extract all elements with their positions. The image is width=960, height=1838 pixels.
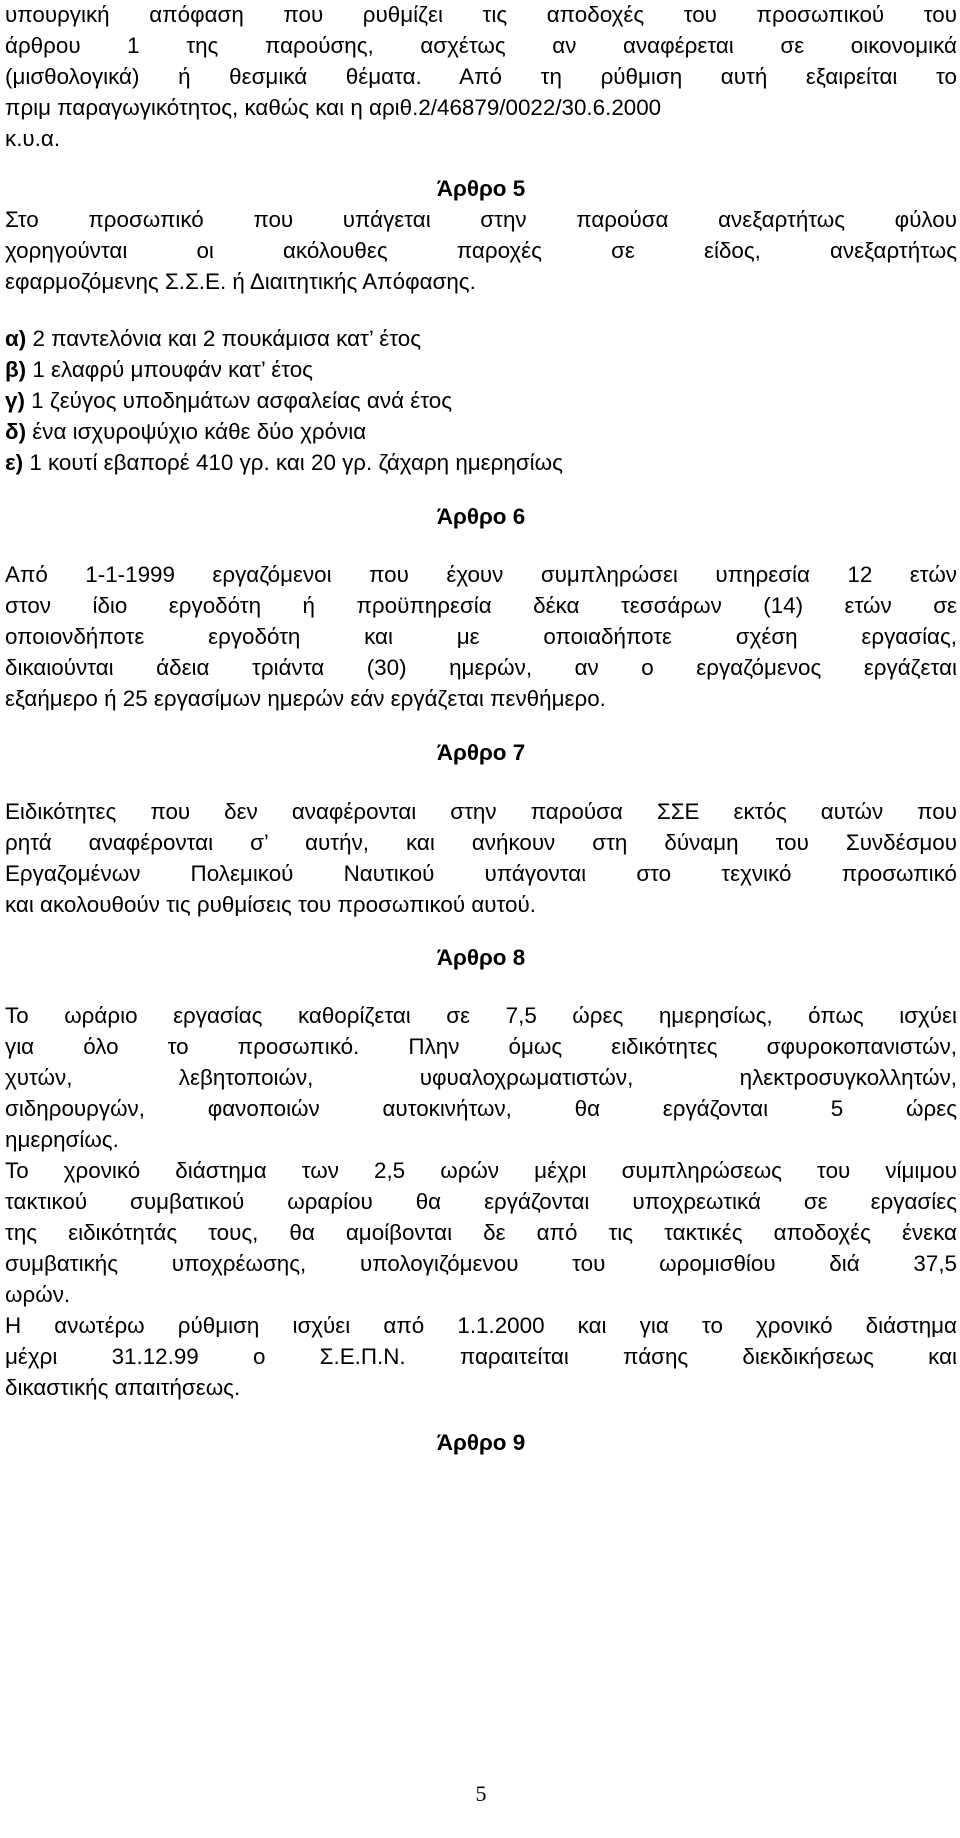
- article-7-line-2: ρητά αναφέρονται σ’ αυτήν, και ανήκουν στη δύναμη του Συνδέσμου: [5, 830, 957, 855]
- article-8-line-5: ημερησίως.: [5, 1127, 119, 1152]
- list-item-text: 1 ελαφρύ μπουφάν κατ’ έτος: [26, 357, 313, 382]
- article-8-line-10: ωρών.: [5, 1282, 71, 1307]
- article-7-heading: Άρθρο 7: [436, 740, 526, 765]
- article-7-line-3: Εργαζομένων Πολεμικού Ναυτικού υπάγονται στο τεχνικό προσωπικό: [5, 861, 957, 886]
- article-5-line-2: χορηγούνται οι ακόλουθες παροχές σε είδος, ανεξαρτήτως: [5, 238, 957, 263]
- article-8-line-9: συμβατικής υποχρέωσης, υπολογιζόμενου του ωρομισθίου διά 37,5: [5, 1251, 957, 1276]
- article-6-line-5: εξαήμερο ή 25 εργασίμων ημερών εάν εργάζεται πενθήμερο.: [5, 686, 606, 711]
- list-item-text: 2 παντελόνια και 2 πουκάμισα κατ’ έτος: [26, 326, 421, 351]
- intro-line-5: κ.υ.α.: [5, 126, 61, 151]
- list-item: [5, 324, 421, 354]
- article-6-line-4: δικαιούνται άδεια τριάντα (30) ημερών, αν ο εργαζόμενος εργάζεται: [5, 655, 957, 680]
- article-5-heading: Άρθρο 5: [436, 176, 526, 201]
- article-8-line-4: σιδηρουργών, φανοποιών αυτοκινήτων, θα εργάζονται 5 ώρες: [5, 1096, 957, 1121]
- list-item-text: ένα ισχυροψύχιο κάθε δύο χρόνια: [26, 419, 367, 444]
- intro-line-1: υπουργική απόφαση που ρυθμίζει τις αποδοχές του προσωπικού του: [5, 2, 957, 27]
- article-8-line-8: της ειδικότητάς τους, θα αμοίβονται δε από τις τακτικές αποδοχές ένεκα: [5, 1220, 957, 1245]
- article-8-heading: Άρθρο 8: [436, 945, 526, 970]
- article-8-line-11: Η ανωτέρω ρύθμιση ισχύει από 1.1.2000 και για το χρονικό διάστημα: [5, 1313, 957, 1338]
- list-item-label: α): [5, 326, 27, 351]
- article-6-heading: Άρθρο 6: [436, 504, 526, 529]
- intro-line-3: (μισθολογικά) ή θεσμικά θέματα. Από τη ρύθμιση αυτή εξαιρείται το: [5, 64, 957, 89]
- article-8-line-13: δικαστικής απαιτήσεως.: [5, 1375, 241, 1400]
- article-8-line-3: χυτών, λεβητοποιών, υφυαλοχρωματιστών, ηλεκτροσυγκολλητών,: [5, 1065, 957, 1090]
- list-item-label: ε): [5, 450, 24, 475]
- list-item-label: γ): [5, 388, 25, 413]
- intro-line-2: άρθρου 1 της παρούσης, ασχέτως αν αναφέρεται σε οικονομικά: [5, 33, 957, 58]
- list-item-label: δ): [5, 419, 27, 444]
- list-item-text: 1 ζεύγος υποδημάτων ασφαλείας ανά έτος: [24, 388, 452, 413]
- article-8-line-2: για όλο το προσωπικό. Πλην όμως ειδικότητες σφυροκοπανιστών,: [5, 1034, 957, 1059]
- page-number: 5: [475, 1781, 487, 1806]
- article-8-line-6: Το χρονικό διάστημα των 2,5 ωρών μέχρι συμπληρώσεως του νίμιμου: [5, 1158, 957, 1183]
- article-8-line-12: μέχρι 31.12.99 ο Σ.Ε.Π.Ν. παραιτείται πάσης διεκδικήσεως και: [5, 1344, 957, 1369]
- article-7-line-1: Ειδικότητες που δεν αναφέρονται στην παρούσα ΣΣΕ εκτός αυτών που: [5, 799, 957, 824]
- list-item: [5, 448, 563, 478]
- list-item: [5, 355, 313, 385]
- article-6-line-1: Από 1-1-1999 εργαζόμενοι που έχουν συμπληρώσει υπηρεσία 12 ετών: [5, 562, 957, 587]
- article-5-line-1: Στο προσωπικό που υπάγεται στην παρούσα ανεξαρτήτως φύλου: [5, 207, 957, 232]
- article-8-line-7: τακτικού συμβατικού ωραρίου θα εργάζονται υποχρεωτικά σε εργασίες: [5, 1189, 957, 1214]
- intro-line-4: πριμ παραγωγικότητος, καθώς και η αριθ.2/46879/0022/30.6.2000: [5, 95, 662, 120]
- article-8-line-1: Το ωράριο εργασίας καθορίζεται σε 7,5 ώρες ημερησίως, όπως ισχύει: [5, 1003, 957, 1028]
- list-item-text: 1 κουτί εβαπορέ 410 γρ. και 20 γρ. ζάχαρη ημερησίως: [23, 450, 563, 475]
- article-5-line-3: εφαρμοζόμενης Σ.Σ.Ε. ή Διαιτητικής Απόφασης.: [5, 269, 476, 294]
- list-item-label: β): [5, 357, 27, 382]
- article-6-line-2: στον ίδιο εργοδότη ή προϋπηρεσία δέκα τεσσάρων (14) ετών σε: [5, 593, 957, 618]
- list-item: [5, 386, 452, 416]
- article-9-heading: Άρθρο 9: [436, 1430, 526, 1455]
- list-item: [5, 417, 366, 447]
- article-7-line-4: και ακολουθούν τις ρυθμίσεις του προσωπικού αυτού.: [5, 892, 536, 917]
- article-6-line-3: οποιονδήποτε εργοδότη και με οποιαδήποτε σχέση εργασίας,: [5, 624, 957, 649]
